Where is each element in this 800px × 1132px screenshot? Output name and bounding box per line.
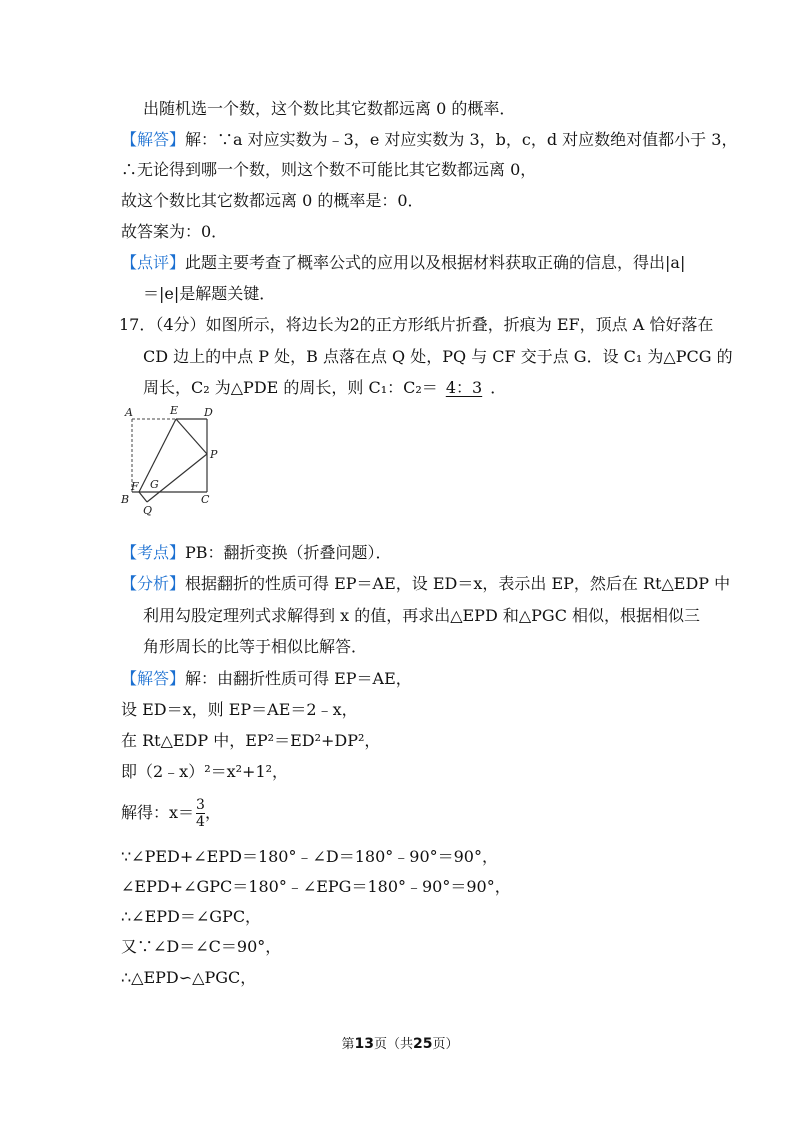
label-c: C <box>201 493 210 506</box>
kaodian-tag: 【考点】 <box>121 543 186 562</box>
label-f: F <box>131 480 139 493</box>
fraction-numerator: 3 <box>196 797 205 813</box>
solution-step: ∴∠EPD＝∠GPC， <box>121 907 262 926</box>
solution-step: 又∵∠D＝∠C＝90°， <box>121 937 282 956</box>
label-e: E <box>170 404 179 417</box>
page-number: 13 <box>354 1036 374 1052</box>
fraction-denominator: 4 <box>196 814 205 830</box>
question-score: （4分） <box>155 315 206 334</box>
text-line: 角形周长的比等于相似比解答． <box>143 637 368 656</box>
text-line: 故答案为：0． <box>121 222 228 241</box>
footer-text: 页（共 <box>373 1037 413 1052</box>
fenxi-line <box>121 574 730 594</box>
page-total: 25 <box>413 1036 433 1052</box>
solution-step: 在 Rt△EDP 中，EP²＝ED²+DP²， <box>121 731 381 750</box>
text-line: ∴无论得到哪一个数，则这个数不可能比其它数都远离 0， <box>121 160 537 179</box>
fenxi-text: 根据翻折的性质可得 EP＝AE，设 ED＝x，表示出 EP，然后在 Rt△EDP 中 <box>185 574 731 593</box>
solve-text: 解得：x＝ <box>121 803 195 822</box>
footer-text: 页） <box>432 1037 459 1052</box>
question-line <box>143 378 506 398</box>
solution-step: 设 ED＝x，则 EP＝AE＝2﹣x， <box>121 700 358 719</box>
question-number: 17． <box>119 315 156 334</box>
answer-text: 解：∵a 对应实数为﹣3，e 对应实数为 3，b，c，d 对应数绝对值都小于 3， <box>185 130 738 149</box>
label-p: P <box>210 448 218 461</box>
label-q: Q <box>143 504 153 517</box>
label-b: B <box>121 493 130 506</box>
geometry-figure <box>112 402 222 520</box>
label-d: D <box>204 406 213 419</box>
comment-line <box>121 253 685 273</box>
text-line: 故这个数比其它数都远离 0 的概率是：0． <box>121 191 424 210</box>
question-text: 周长，C₂ 为△PDE 的周长，则 C₁：C₂＝ <box>143 378 438 397</box>
jieda-text: 解：由翻折性质可得 EP＝AE， <box>185 669 412 688</box>
question-text: 如图所示，将边长为2的正方形纸片折叠，折痕为 EF，顶点 A 恰好落在 <box>205 315 714 334</box>
label-a: A <box>125 406 133 419</box>
text-line: 出随机选一个数，这个数比其它数都远离 0 的概率． <box>143 99 516 118</box>
kaodian-text: PB：翻折变换（折叠问题）． <box>185 543 392 562</box>
fenxi-tag: 【分析】 <box>121 574 186 593</box>
kaodian-line <box>121 543 392 563</box>
question-line: CD 边上的中点 P 处，B 点落在点 Q 处，PQ 与 CF 交于点 G．设 C₁ 为△PCG 的 <box>143 347 733 366</box>
answer-tag: 【解答】 <box>121 130 186 149</box>
segment-ep <box>176 419 207 454</box>
answer-blank: 4：3 <box>445 378 483 397</box>
jieda-tag: 【解答】 <box>121 669 186 688</box>
fraction <box>196 798 205 829</box>
solution-step: ∴△EPD∽△PGC， <box>121 968 257 987</box>
solution-step: ∠EPD+∠GPC＝180°﹣∠EPG＝180°﹣90°＝90°， <box>121 877 511 896</box>
label-g: G <box>150 478 159 491</box>
solve-text: ， <box>204 803 221 822</box>
question-text: ． <box>490 378 507 397</box>
footer-text: 第 <box>341 1037 355 1052</box>
comment-tag: 【点评】 <box>121 253 186 272</box>
solution-step: ∵∠PED+∠EPD＝180°﹣∠D＝180°﹣90°＝90°， <box>121 847 498 866</box>
comment-text: 此题主要考查了概率公式的应用以及根据材料获取正确的信息，得出|a| <box>185 253 686 272</box>
solution-line <box>121 130 737 150</box>
text-line: ＝|e|是解题关键． <box>143 284 276 303</box>
jieda-line <box>121 669 412 689</box>
segment-fq <box>139 492 147 502</box>
page-footer <box>0 1033 800 1052</box>
text-line: 利用勾股定理列式求解得到 x 的值，再求出△EPD 和△PGC 相似，根据相似三 <box>143 606 701 625</box>
solution-step <box>121 798 221 829</box>
solution-step: 即（2﹣x）²＝x²+1²， <box>121 762 289 781</box>
question-line <box>119 315 713 335</box>
